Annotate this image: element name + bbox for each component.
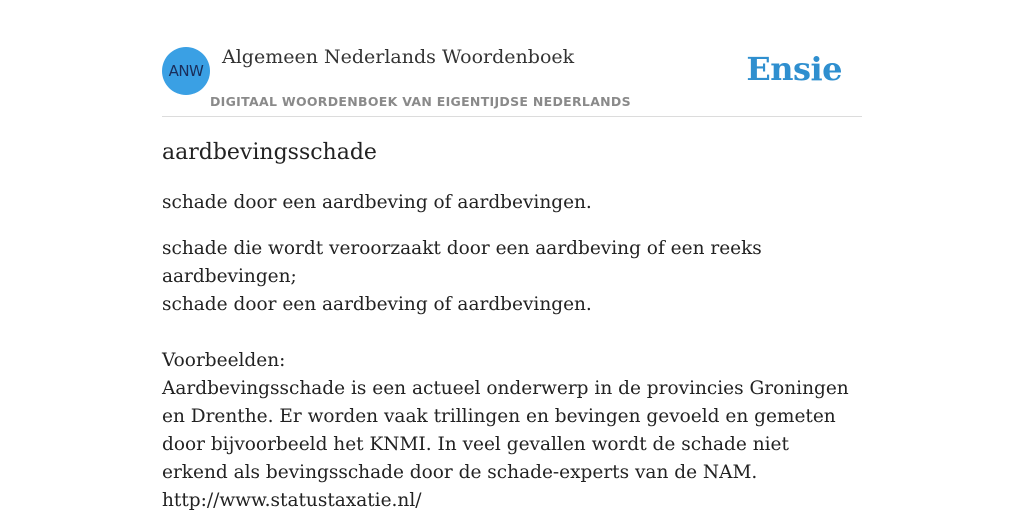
entry-content bbox=[162, 140, 852, 512]
spacer bbox=[162, 319, 852, 347]
ensie-brand-link[interactable]: Ensie bbox=[746, 50, 842, 88]
entry-term: aardbevingsschade bbox=[162, 140, 377, 165]
long-definition bbox=[162, 235, 852, 512]
source-link[interactable]: http://www.statustaxatie.nl/ bbox=[162, 490, 422, 511]
site-tagline: DIGITAAL WOORDENBOEK VAN EIGENTIJDSE NEDERLANDS bbox=[210, 94, 631, 109]
long-definition-line: schade door een aardbeving of aardbevingen. bbox=[162, 294, 592, 315]
examples-label: Voorbeelden: bbox=[162, 350, 286, 371]
example-text: Aardbevingsschade is een actueel onderwerp in de provincies Groningen en Drenthe. Er worden vaak trillingen en bevingen gevoeld en gemeten door bijvoorbeeld het KNMI. In veel gevallen wordt de schade niet erkend als bevingsschade door de schade-experts van de NAM. bbox=[162, 378, 849, 483]
site-title[interactable]: Algemeen Nederlands Woordenboek bbox=[222, 46, 575, 68]
site-header bbox=[162, 40, 862, 117]
short-definition: schade door een aardbeving of aardbevingen. bbox=[162, 192, 592, 213]
anw-logo[interactable] bbox=[162, 47, 210, 95]
long-definition-line: schade die wordt veroorzaakt door een aardbeving of een reeks aardbevingen; bbox=[162, 238, 762, 287]
logo-text: ANW bbox=[168, 62, 204, 80]
